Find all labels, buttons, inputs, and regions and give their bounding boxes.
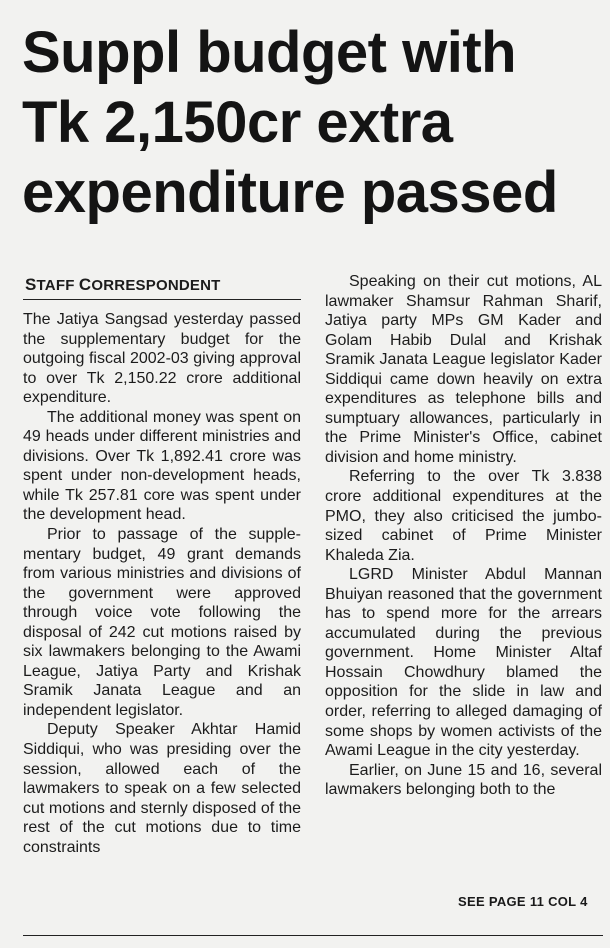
bottom-rule [23,935,603,936]
article-paragraph: The additional money was spent on 49 heads under different ministries and divisions. Over Tk 1,892.41 crore was spent under non-development heads, while Tk 257.81 core was spent under the development head. [23,408,301,524]
continued-on-page-link[interactable]: SEE PAGE 11 COL 4 [458,894,588,909]
byline [23,272,301,300]
headline-line-3: expenditure passed [22,160,558,225]
article-paragraph: Speaking on their cut motions, AL lawmaker Shamsur Rahman Sharif, Jatiya party MPs GM Kader and Golam Habib Dulal and Krishak Sramik Janata League legislator Kader Siddiqui came down heavily on extra expenditures as telephone bills and sumptuary allowances, particularly in the Prime Minister's Office, cabinet division and home ministry. [325,273,602,466]
headline [22,18,602,228]
byline-initial-c: C [78,275,92,294]
headline-line-2: Tk 2,150cr extra [22,90,453,155]
headline-line-1: Suppl budget with [22,20,517,85]
article-paragraph: Referring to the over Tk 3.838 crore additional expenditures at the PMO, they also criticised the jumbosized cabinet of Prime Minister Khaleda Zia. [325,468,602,564]
article-paragraph: Prior to passage of the supplementary budget, 49 grant demands from various ministries and divisions of the government were approved through voice vote following the disposal of 242 cut motions raised by six lawmakers belonging to the Awami League, Jatiya Party and Krishak Sramik Janata League and an independent legislator. [23,526,301,719]
article-paragraph: The Jatiya Sangsad yesterday passed the supplementary budget for the outgoing fiscal 2002-03 giving approval to over Tk 2,150.22 crore additional expenditure. [23,311,301,407]
byline-staff: TAFF [36,277,79,294]
right-column [325,272,602,800]
article-paragraph: Deputy Speaker Akhtar Hamid Siddiqui, who was presiding over the session, allowed each of the lawmakers to speak on a few selected cut motions and sternly disposed of the rest of the cut motions due to time constraints [23,721,301,856]
article-paragraph: Earlier, on June 15 and 16, several lawmakers belonging both to the [325,761,602,799]
byline-initial-s: S [25,275,37,294]
left-column [23,272,301,857]
article-paragraph: LGRD Minister Abdul Mannan Bhuiyan reasoned that the government has to spend more for the arrears accumulated during the previous government. Home Minister Altaf Hossain Chowdhury blamed the opposition for the slide in law and order, referring to alleged damaging of some shops by women activists of the Awami League in the city yesterday. [325,566,602,760]
byline-correspondent: ORRESPONDENT [91,277,221,294]
